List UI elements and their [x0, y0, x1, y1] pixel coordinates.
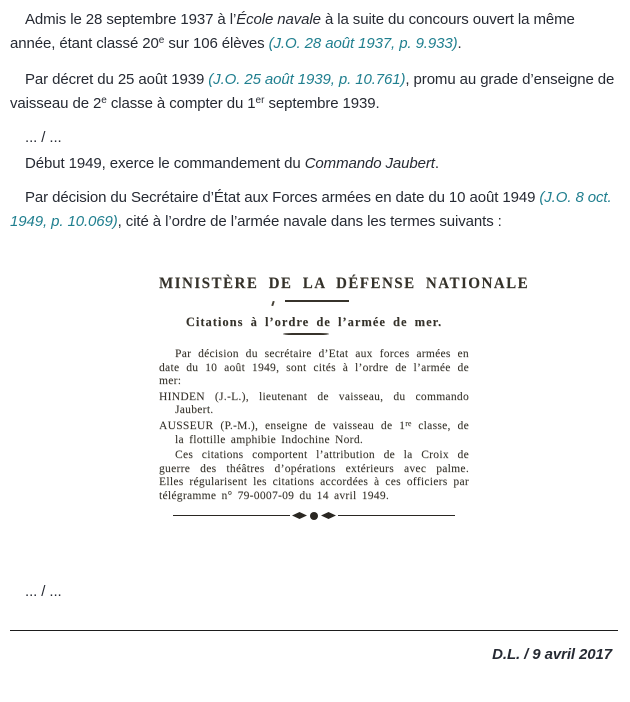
clipping-end-ornament	[159, 512, 469, 528]
newspaper-clipping	[159, 275, 530, 528]
ornament-line-right	[338, 515, 455, 517]
clipping-body	[159, 348, 469, 504]
jo-reference-link[interactable]: (J.O. 28 août 1937, p. 9.933)	[268, 35, 458, 52]
paragraph-admission: Admis le 28 septembre 1937 à l’École navale à la suite du concours ouvert la même année, étant classé 20e sur 106 élèves (J.O. 28 août 1937, p. 9.933).	[10, 11, 575, 52]
clipping-paragraph-outro: Ces citations comportent l’attribution de la Croix de guerre des théâtres d’opérations extérieurs avec palme. Elles régularisent les citations accordées à ces officiers par télégramme n° 79-0007-09 du 14 avril 1949.	[159, 449, 469, 502]
signature-date: D.L. / 9 avril 2017	[492, 645, 612, 663]
superscript-text: er	[255, 95, 265, 106]
clipping-title: MINISTÈRE DE LA DÉFENSE NATIONALE	[159, 275, 530, 293]
footer-divider	[10, 630, 618, 631]
superscript-text: e	[101, 95, 107, 106]
ornament-line-left	[173, 515, 290, 517]
ellipsis-separator-bottom: ... / ...	[25, 582, 62, 600]
commando-jaubert-italic: Commando Jaubert	[304, 155, 435, 172]
dot-ornament-icon	[310, 512, 318, 520]
clipping-citation-entry-hinden: HINDEN (J.-L.), lieutenant de vaisseau, du commando Jaubert.	[159, 390, 469, 417]
ellipsis-separator: ... / ...	[25, 129, 62, 146]
superscript-text: re	[405, 418, 412, 428]
paragraph-citation-intro: Par décision du Secrétaire d’État aux Forces armées en date du 10 août 1949 (J.O. 8 oct. 1949, p. 10.069), cité à l’ordre de l’armée navale dans les termes suivants :	[10, 189, 612, 230]
diamond-ornament-icon	[321, 512, 336, 519]
clipping-paragraph-intro: Par décision du secrétaire d’Etat aux forces armées en date du 10 août 1949, sont cités à l’ordre de l’armée de mer:	[159, 348, 469, 388]
superscript-text: e	[158, 35, 165, 46]
clipping-subtitle-underline	[283, 333, 329, 335]
jo-reference-link[interactable]: (J.O. 8 oct. 1949, p. 10.069)	[10, 189, 612, 230]
jo-reference-link[interactable]: (J.O. 25 août 1939, p. 10.761)	[208, 71, 406, 88]
clipping-citation-entry-ausseur: AUSSEUR (P.-M.), enseigne de vaisseau de 1re classe, de la flottille amphibie Indochine Nord.	[159, 418, 469, 446]
paragraph-promotion: Par décret du 25 août 1939 (J.O. 25 août 1939, p. 10.761), promu au grade d’enseigne de vaisseau de 2e classe à compter du 1er septembre 1939.	[10, 71, 615, 112]
ecole-navale-italic: École navale	[236, 11, 321, 28]
clipping-subtitle: Citations à l’ordre de l’armée de mer.	[185, 315, 443, 329]
paragraph-command: Début 1949, exerce le commandement du Commando Jaubert.	[25, 155, 439, 172]
diamond-ornament-icon	[292, 512, 307, 519]
clipping-title-rule	[285, 300, 349, 302]
